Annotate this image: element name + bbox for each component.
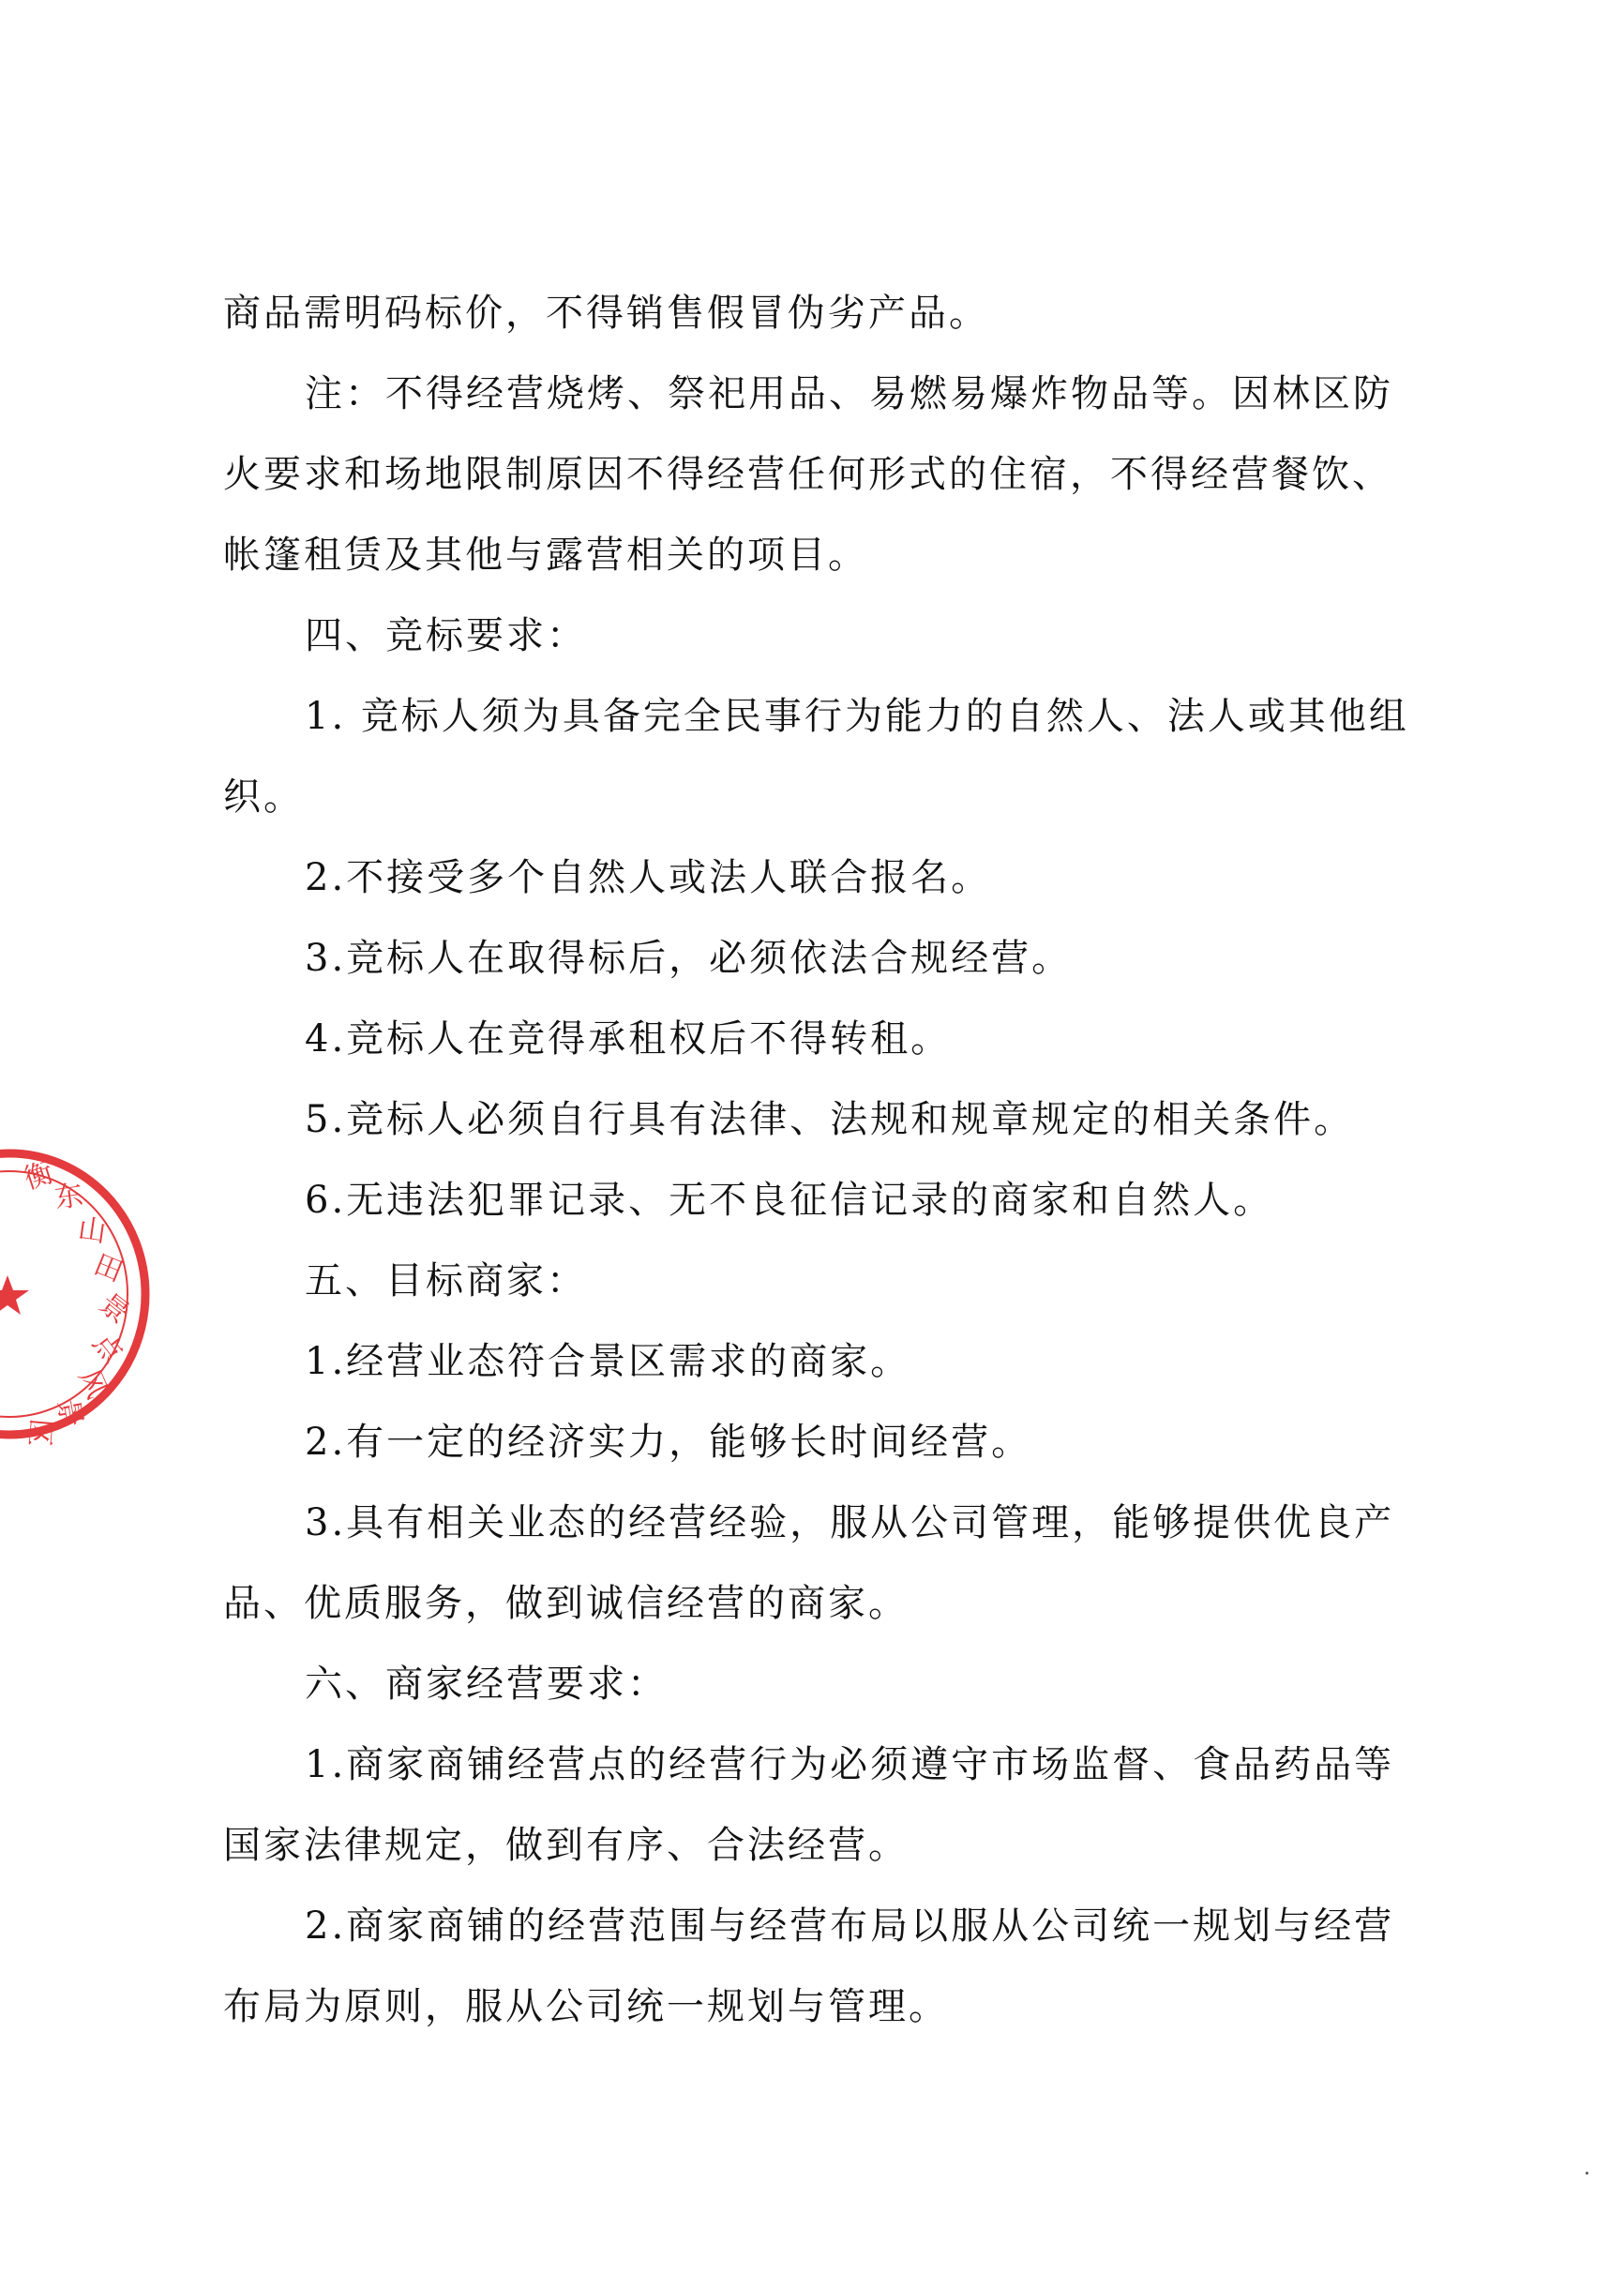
list-item: 5.竞标人必须自行具有法律、法规和规章规定的相关条件。 bbox=[305, 1098, 1355, 1141]
official-seal-stamp bbox=[0, 1135, 159, 1453]
list-item: 1.商家商铺经营点的经营行为必须遵守市场监督、食品药品等 bbox=[305, 1743, 1395, 1786]
section-heading: 四、竞标要求： bbox=[305, 614, 587, 657]
list-item: 1.经营业态符合景区需求的商家。 bbox=[305, 1340, 911, 1383]
svg-text:山: 山 bbox=[75, 1212, 109, 1250]
paragraph-line: 注：不得经营烧烤、祭祀用品、易燃易爆炸物品等。因林区防 bbox=[305, 372, 1393, 415]
paragraph-line: 国家法律规定，做到有序、合法经营。 bbox=[223, 1824, 909, 1867]
list-item: 2.不接受多个自然人或法人联合报名。 bbox=[305, 856, 992, 899]
paragraph-line: 布局为原则，服从公司统一规划与管理。 bbox=[223, 1985, 949, 2028]
svg-text:衡: 衡 bbox=[20, 1156, 58, 1197]
svg-text:景: 景 bbox=[93, 1287, 136, 1331]
paragraph-line: 品、优质服务，做到诚信经营的商家。 bbox=[223, 1582, 909, 1625]
list-item: 3.具有相关业态的经营经验，服从公司管理，能够提供优良产 bbox=[305, 1501, 1395, 1544]
section-heading: 五、目标商家： bbox=[305, 1259, 587, 1302]
list-item: 1. 竞标人须为具备完全民事行为能力的自然人、法人或其他组 bbox=[305, 695, 1409, 738]
seal-star-icon bbox=[0, 1275, 29, 1315]
paragraph-line: 商品需明码标价，不得销售假冒伪劣产品。 bbox=[223, 292, 989, 335]
svg-text:东: 东 bbox=[53, 1179, 85, 1215]
svg-text:景: 景 bbox=[51, 1396, 88, 1430]
list-item: 4.竞标人在竞得承租权后不得转租。 bbox=[305, 1017, 952, 1061]
svg-text:区: 区 bbox=[22, 1417, 57, 1449]
paragraph-line: 火要求和场地限制原因不得经营任何形式的住宿，不得经营餐饮、 bbox=[223, 453, 1392, 496]
svg-text:点: 点 bbox=[85, 1327, 129, 1370]
paragraph-line: 织。 bbox=[223, 775, 304, 819]
section-heading: 六、商家经营要求： bbox=[305, 1663, 668, 1706]
list-item: 6.无违法犯罪记录、无不良征信记录的商家和自然人。 bbox=[305, 1179, 1274, 1222]
list-item: 2.商家商铺的经营范围与经营布局以服从公司统一规划与经营 bbox=[305, 1904, 1395, 1948]
scan-artifact-dot bbox=[1586, 2172, 1588, 2175]
paragraph-line: 帐篷租赁及其他与露营相关的项目。 bbox=[223, 534, 868, 577]
list-item: 3.竞标人在取得标后，必须依法合规经营。 bbox=[305, 937, 1073, 980]
svg-text:风: 风 bbox=[71, 1364, 113, 1404]
list-item: 2.有一定的经济实力，能够长时间经营。 bbox=[305, 1421, 1032, 1464]
svg-text:田: 田 bbox=[89, 1247, 128, 1289]
